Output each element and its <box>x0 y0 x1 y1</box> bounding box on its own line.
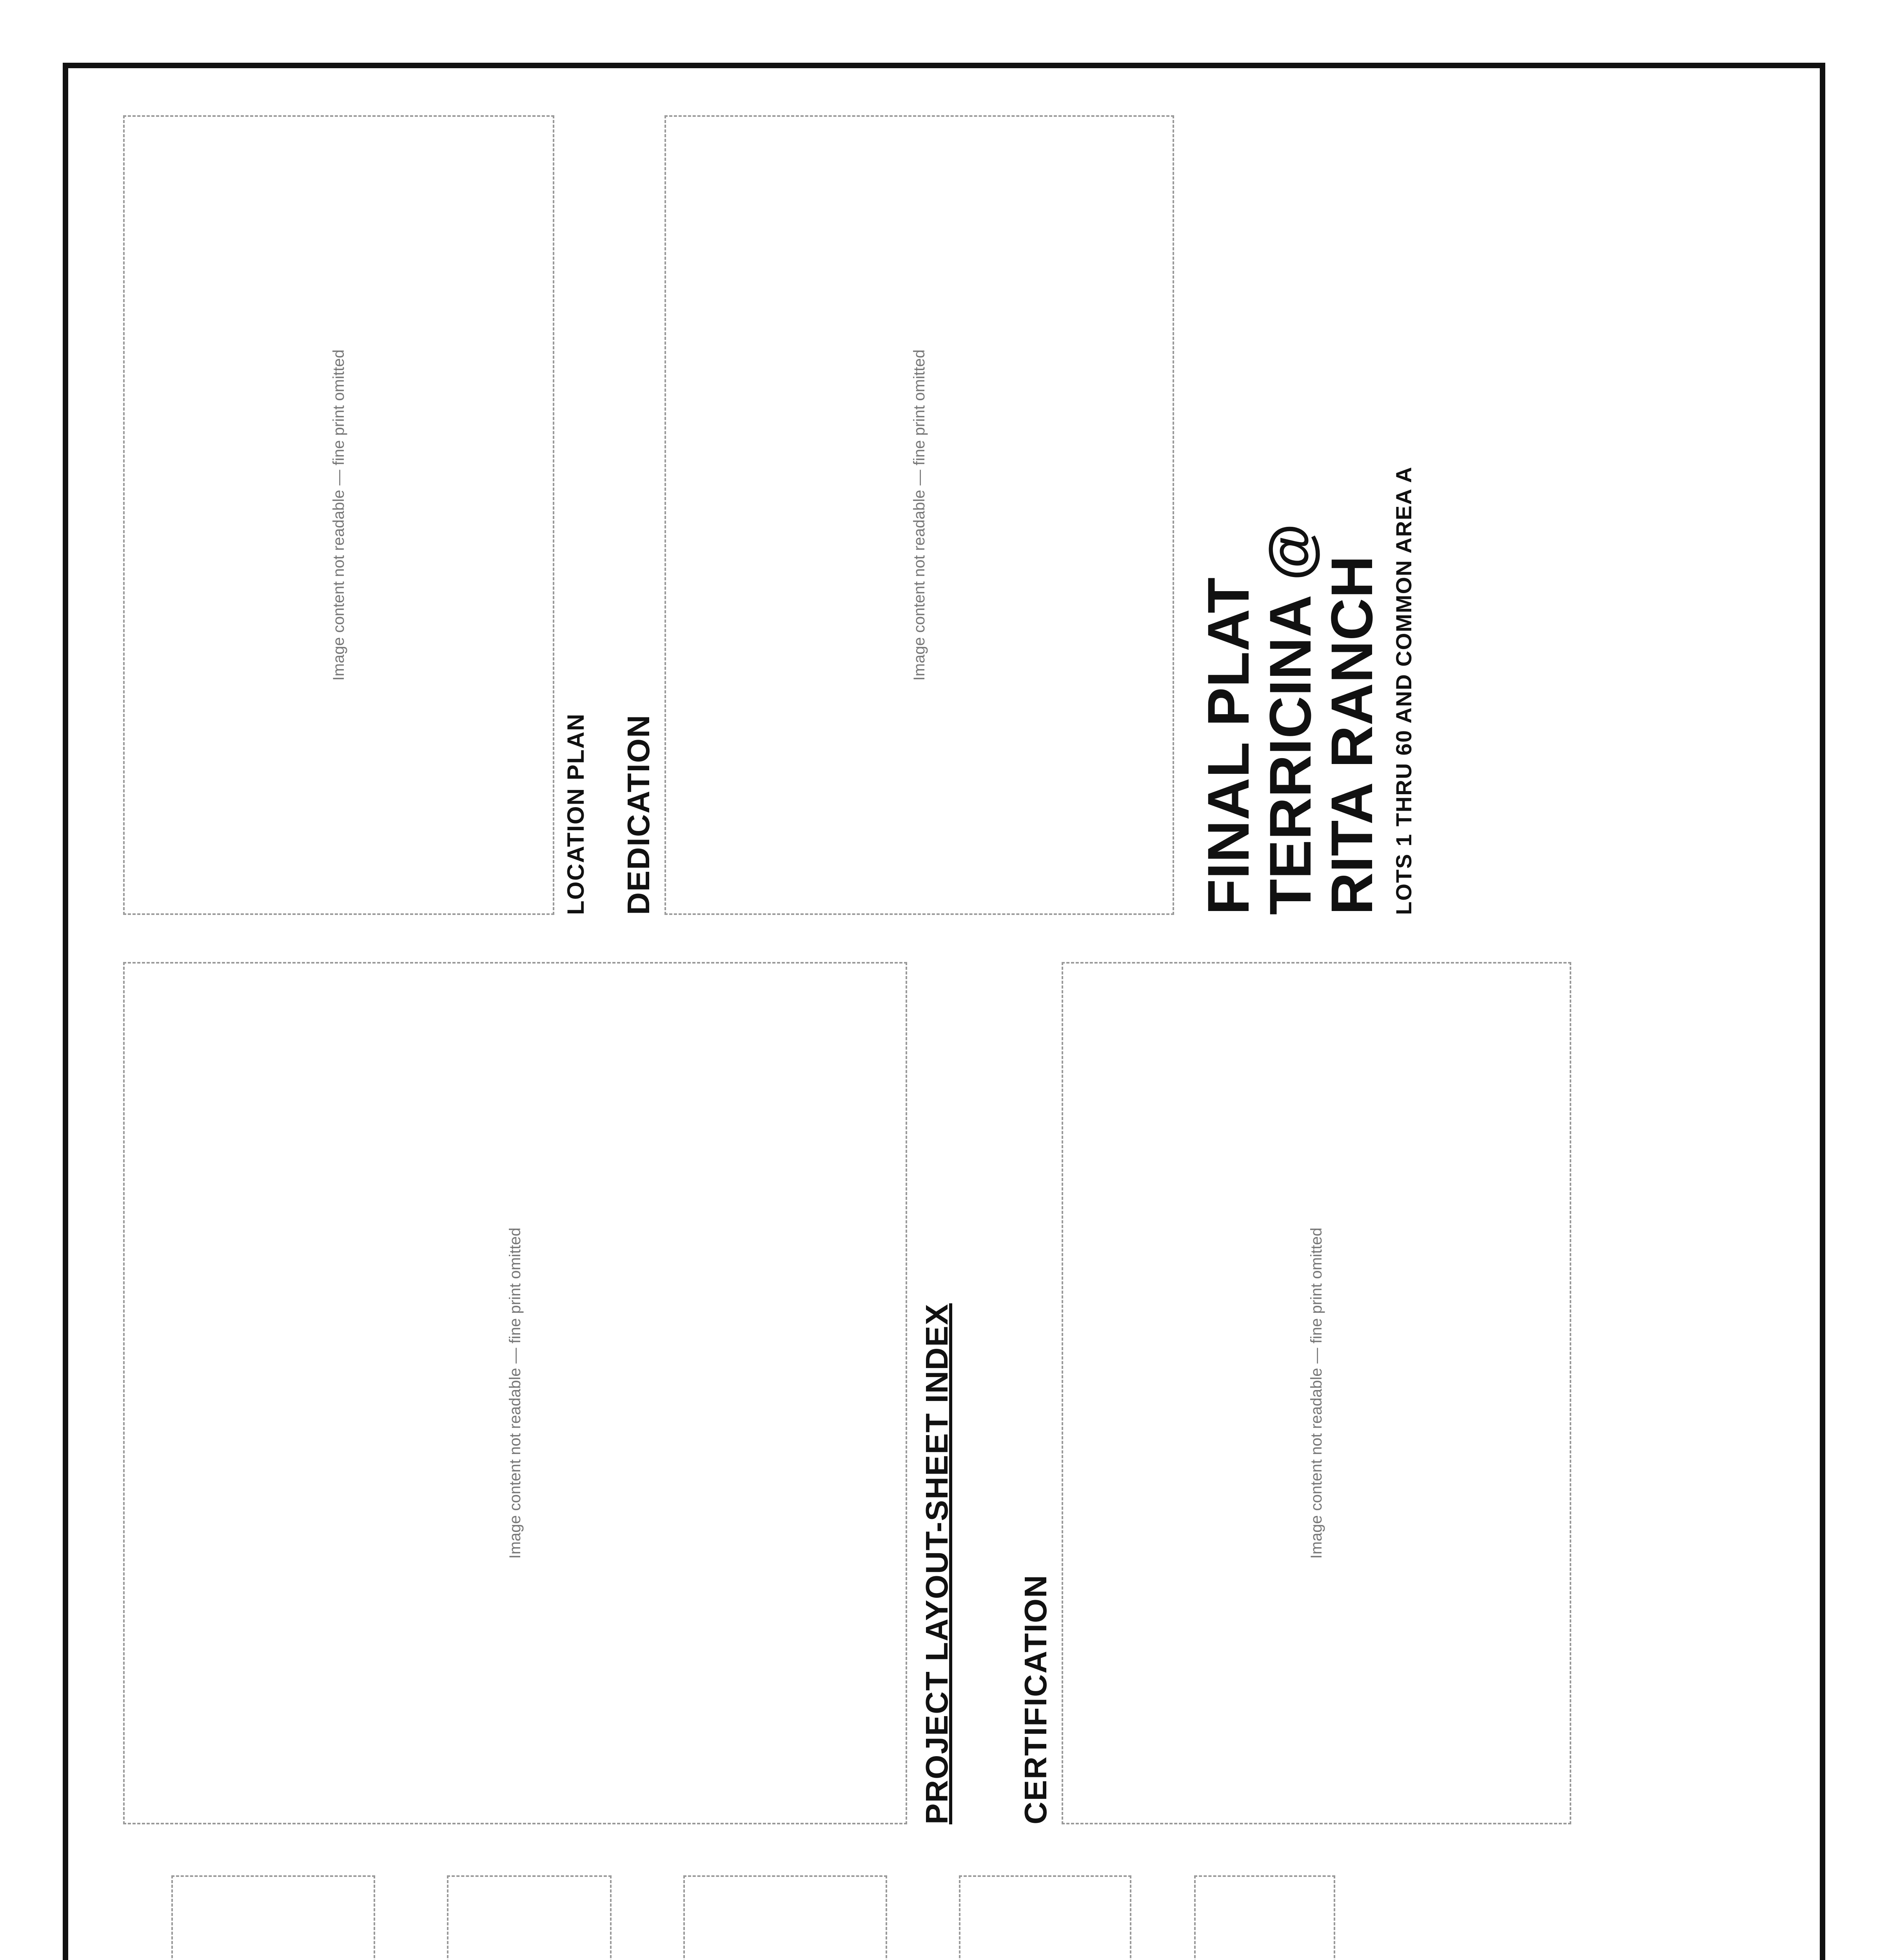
general-notes-heading <box>123 1875 163 1960</box>
dedication-heading: DEDICATION <box>621 714 656 915</box>
location-plan-title: LOCATION PLAN <box>563 713 589 915</box>
lot-layout-diagram: Image content not readable — fine print omitted <box>123 962 907 1824</box>
center-column <box>123 962 1770 1824</box>
plat-title-line-3: RITA RANCH <box>1319 555 1385 915</box>
lots-line: LOTS 1 THRU 60 AND COMMON AREA A <box>1391 466 1416 915</box>
title-block <box>1195 115 1416 915</box>
left-column <box>123 1875 1770 1960</box>
dedication-body: Image content not readable — fine print omitted <box>664 115 1174 915</box>
legend-body <box>1194 1875 1335 1960</box>
location-plan-map: Image content not readable — fine print omitted <box>123 115 554 915</box>
certification-heading: CERTIFICATION <box>1018 1574 1053 1824</box>
plat-title-line-2: TERRICINA @ <box>1257 523 1323 915</box>
approvals-body <box>447 1875 612 1960</box>
general-notes-body <box>171 1875 375 1960</box>
recording-data-heading <box>635 1875 675 1960</box>
right-column <box>123 115 1770 915</box>
plat-title-line-1: FINAL PLAT <box>1195 577 1261 915</box>
approvals-heading <box>399 1875 439 1960</box>
certification-body: Image content not readable — fine print omitted <box>1062 962 1571 1824</box>
assurances-heading <box>911 1875 951 1960</box>
legend-heading <box>1155 1875 1186 1960</box>
recording-data-body <box>683 1875 887 1960</box>
layout-index-title: PROJECT LAYOUT-SHEET INDEX <box>919 1303 954 1824</box>
assurances-body <box>959 1875 1131 1960</box>
sheet-border <box>63 63 1825 1960</box>
rotated-plat-content <box>68 68 1831 1960</box>
